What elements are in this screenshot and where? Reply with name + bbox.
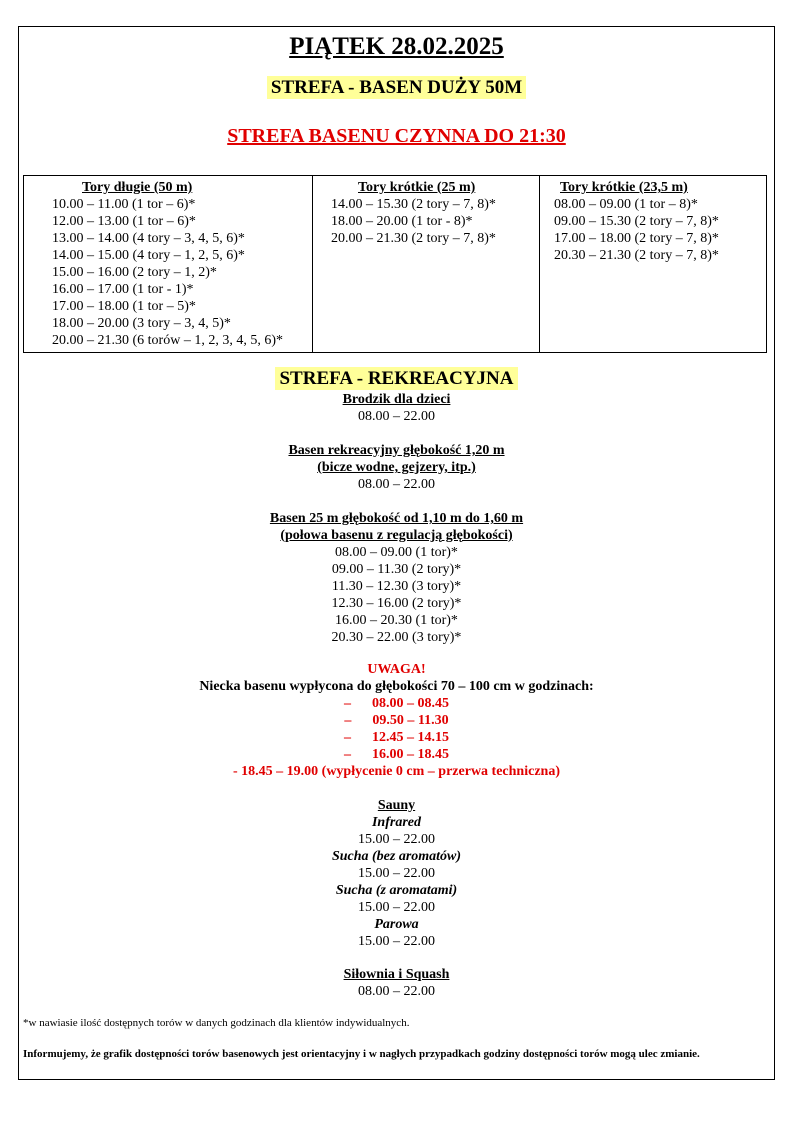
warning-text: Niecka basenu wypłycona do głębokości 70 – 100 cm w godzinach: (199, 679, 594, 694)
lane-slot: 20.00 – 21.30 (2 tory – 7, 8)* (331, 231, 496, 246)
zone-big-pool-heading (19, 77, 774, 99)
lane-slot: 08.00 – 09.00 (1 tor – 8)* (554, 197, 698, 212)
lane-slot: 18.00 – 20.00 (3 tory – 3, 4, 5)* (52, 316, 231, 331)
footer-info: Informujemy, że grafik dostępności torów basenowych jest orientacyjny i w nagłych przypadkach godziny dostępności torów mogą ulec zmianie. (23, 1048, 700, 1060)
sauna-hours: 15.00 – 22.00 (358, 866, 435, 881)
warning-dash: – (344, 747, 351, 762)
short-lanes-23-column (540, 176, 767, 353)
gym-title: Siłownia i Squash (343, 967, 450, 982)
lane-slot: 16.00 – 17.00 (1 tor - 1)* (52, 282, 194, 297)
lane-slot: 20.30 – 21.30 (2 tory – 7, 8)* (554, 248, 719, 263)
short-lanes-25-column (313, 176, 540, 353)
lane-slot: 10.00 – 11.00 (1 tor – 6)* (52, 197, 196, 212)
warning-dash: – (344, 730, 351, 745)
kids-pool-hours: 08.00 – 22.00 (358, 409, 435, 424)
rec-pool-section (19, 442, 774, 493)
zone-recreation-label: STREFA - REKREACYJNA (275, 367, 517, 390)
page-title: PIĄTEK 28.02.2025 (289, 33, 504, 60)
warning-last: - 18.45 – 19.00 (wypłycenie 0 cm – przerwa techniczna) (233, 764, 560, 779)
warning-time: – 12.45 – 14.15 (344, 730, 449, 745)
lane-slot: 15.00 – 16.00 (2 tory – 1, 2)* (52, 265, 217, 280)
short-lanes-25-heading: Tory krótkie (25 m) (358, 180, 476, 195)
sauna-hours: 15.00 – 22.00 (358, 934, 435, 949)
long-lanes-heading: Tory długie (50 m) (82, 180, 193, 195)
sauna-name: Sucha (bez aromatów) (331, 849, 462, 864)
pool25-section (19, 510, 774, 646)
warning-label: UWAGA! (367, 662, 426, 677)
lane-slot: 20.00 – 21.30 (6 torów – 1, 2, 3, 4, 5, 6)* (52, 333, 283, 348)
long-lanes-column (24, 176, 313, 353)
sauna-hours: 15.00 – 22.00 (358, 900, 435, 915)
lane-slot: 09.00 – 15.30 (2 tory – 7, 8)* (554, 214, 719, 229)
lane-slot: 12.00 – 13.00 (1 tor – 6)* (52, 214, 196, 229)
gym-section (19, 966, 774, 1000)
rec-pool-title: Basen rekreacyjny głębokość 1,20 m (288, 443, 505, 458)
gym-hours: 08.00 – 22.00 (358, 984, 435, 999)
rec-pool-subtitle: (bicze wodne, gejzery, itp.) (317, 460, 476, 475)
pool-open-notice: STREFA BASENU CZYNNA DO 21:30 (227, 125, 566, 147)
footnote: *w nawiasie ilość dostępnych torów w danych godzinach dla klientów indywidualnych. (23, 1017, 410, 1029)
saunas-section (19, 797, 774, 950)
warning-time: – 08.00 – 08.45 (344, 696, 449, 711)
lane-slot: 18.00 – 20.00 (1 tor - 8)* (331, 214, 473, 229)
sauna-name: Sucha (z aromatami) (335, 883, 458, 898)
warning-dash: – (344, 713, 352, 728)
rec-pool-hours: 08.00 – 22.00 (358, 477, 435, 492)
warning-section (19, 661, 774, 780)
sauna-hours: 15.00 – 22.00 (358, 832, 435, 847)
short-lanes-23-heading: Tory krótkie (23,5 m) (560, 180, 688, 195)
sauna-name: Infrared (371, 815, 421, 830)
lane-slot: 14.00 – 15.30 (2 tory – 7, 8)* (331, 197, 496, 212)
kids-pool-section (19, 391, 774, 425)
warning-time: – 16.00 – 18.45 (344, 747, 449, 762)
sauna-name: Parowa (374, 917, 419, 932)
pool25-slot: 09.00 – 11.30 (2 tory)* (331, 562, 462, 577)
kids-pool-title: Brodzik dla dzieci (342, 392, 451, 407)
lane-slot: 14.00 – 15.00 (4 tory – 1, 2, 5, 6)* (52, 248, 245, 263)
schedule-frame (18, 26, 775, 1080)
lanes-table (23, 175, 767, 353)
lane-slot: 17.00 – 18.00 (1 tor – 5)* (52, 299, 196, 314)
lane-slot: 13.00 – 14.00 (4 tory – 3, 4, 5, 6)* (52, 231, 245, 246)
pool25-slot: 16.00 – 20.30 (1 tor)* (335, 613, 458, 628)
warning-dash: – (344, 696, 351, 711)
pool25-slot: 12.30 – 16.00 (2 tory)* (331, 596, 462, 611)
pool25-slot: 20.30 – 22.00 (3 tory)* (331, 630, 462, 645)
zone-big-pool-label: STREFA - BASEN DUŻY 50M (267, 76, 526, 99)
pool25-slot: 11.30 – 12.30 (3 tory)* (331, 579, 462, 594)
saunas-title: Sauny (377, 798, 416, 813)
pool25-slot: 08.00 – 09.00 (1 tor)* (335, 545, 458, 560)
pool25-title: Basen 25 m głębokość od 1,10 m do 1,60 m (269, 511, 524, 526)
warning-time: – 09.50 – 11.30 (344, 713, 449, 728)
lane-slot: 17.00 – 18.00 (2 tory – 7, 8)* (554, 231, 719, 246)
zone-recreation-heading (19, 367, 774, 391)
pool25-subtitle: (połowa basenu z regulacją głębokości) (280, 528, 513, 543)
